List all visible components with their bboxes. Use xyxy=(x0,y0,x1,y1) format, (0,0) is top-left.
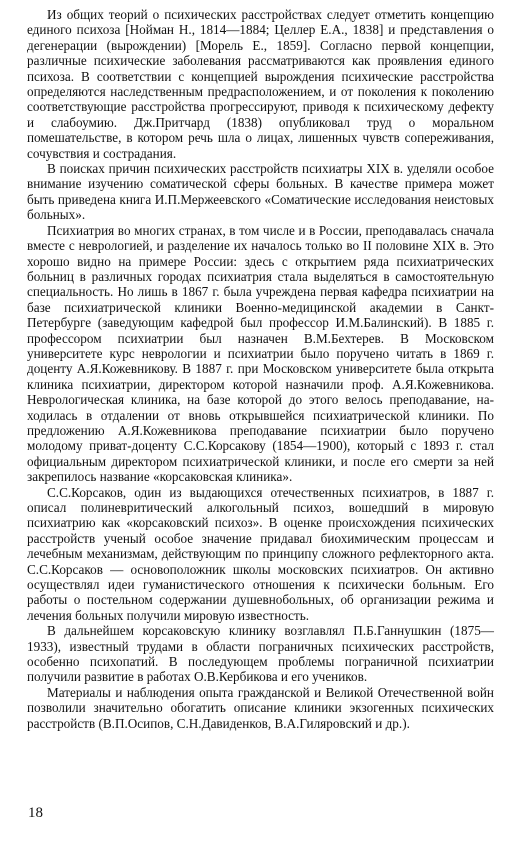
body-text xyxy=(27,7,494,731)
paragraph-somatic-research: В поисках причин психических расстройств психиатры XIX в. уделяли особое внимание изучению соматической сферы больных. В качестве примера может быть приведена книга И.П.Мержеевского «Соматические исследования неистовых больных». xyxy=(27,161,494,223)
paragraph-psychiatry-history-russia: Психиатрия во многих странах, в том числе и в России, преподавалась сначала вместе с неврологией, и разделение их началось только во II половине XIX в. Это хорошо видно на примере России: здесь с открытием ряда психиатрических больниц в различных городах психиатрия стала выделяться в самостоятельную специальность. Но лишь в 1867 г. была учреждена первая кафедра психиатрии на базе психиатрической клиники Военно-медицинской академии в Санкт-Петербурге (заведующим кафедрой был профессор И.М.Балинский). В 1885 г. профессором психиатрии был назначен В.М.Бехтерев. В Московском университете курс неврологии и психиатрии было поручено читать в 1869 г. доценту А.Я.Кожевникову. В 1887 г. при Московском университете была открыта клиника психиатрии, директором которой назначили проф. А.Я.Кожевникова. Неврологическая клиника, на базе которой до этого велось преподавание, находилась в отдалении от вновь открывшейся психиатрической клиники. По предложению А.Я.Кожевникова преподавание психиатрии было поручено молодому приват-доценту С.С.Корсакову (1854—1900), который с 1893 г. стал официальным директором психиатрической клиники, и после его смерти за ней закрепилось название «корсаковская клиника». xyxy=(27,222,494,485)
paragraph-war-experience: Материалы и наблюдения опыта гражданской и Великой Отечественной войн позволили значительно обогатить описание клиники экзогенных психических расстройств (В.П.Осипов, С.Н.Давиденков, В.А.Гиляровский и др.). xyxy=(27,684,494,731)
paragraph-korsakov: С.С.Корсаков, один из выдающихся отечественных психиатров, в 1887 г. описал полиневритический алкогольный психоз, вошедший в мировую психиатрию как «корсаковский психоз». В оценке происхождения психических расстройств ученый особое значение придавал биохимическим процессам и лечебным механизмам, действующим по принципу сложного рефлекторного акта. С.С.Корсаков — основоположник школы московских психиатров. Он активно осуществлял идеи гуманистического отношения к психически больным. Его работы о постельном содержании душевнобольных, об организации режима и лечения больных получили мировую известность. xyxy=(27,484,494,623)
paragraph-general-theories: Из общих теорий о психических расстройствах следует отметить концепцию единого психоза [Нойман Н., 1814—1884; Целлер Е.А., 1838] и представления о дегенерации (вырождении) [Морель Е., 1859]. Согласно первой концепции, различные психические заболевания рассматриваются как проявления единого психоза. В соответствии с концепцией вырождения психические расстройства определяются наследственным предрасположением, и от поколения к поколению соответствующие расстройства прогрессируют, приводя к психическому дефекту и слабоумию. Дж.Притчард (1838) опубликовал труд о моральном помешательстве, в котором речь шла о лицах, лишенных чувств сопереживания, сочувствия и сострадания. xyxy=(27,7,494,161)
paragraph-gannushkin: В дальнейшем корсаковскую клинику возглавлял П.Б.Ганнушкин (1875—1933), известный трудами в области пограничных психических расстройств, особенно психопатий. В последующем проблемы пограничной психиатрии получили развитие в работах О.В.Кербикова и его учеников. xyxy=(27,623,494,685)
page-number: 18 xyxy=(28,805,43,821)
